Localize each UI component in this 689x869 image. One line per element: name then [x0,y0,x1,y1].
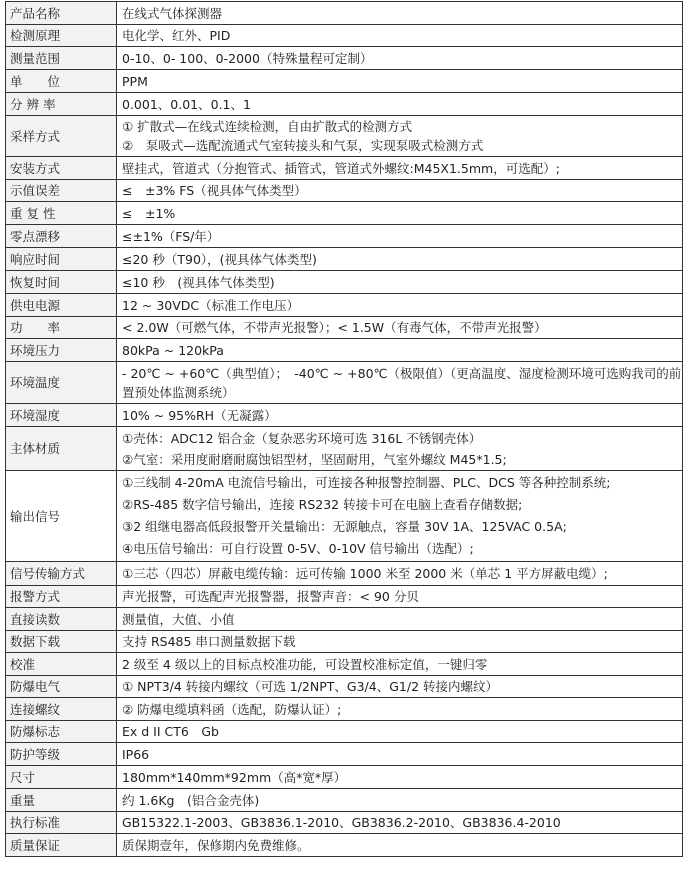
spec-row-weight [6,789,683,812]
spec-value: ≤ ±3% FS（视具体气体类型） [117,180,683,202]
spec-row-principle [6,25,683,47]
spec-row-range [6,47,683,70]
spec-value-line: ① 扩散式—在线式连续检测，自由扩散式的检测方式 [122,119,413,134]
spec-row-protection [6,743,683,766]
spec-value: < 2.0W（可燃气体，不带声光报警）；< 1.5W（有毒气体，不带声光报警） [117,317,683,339]
spec-row-data-download [6,631,683,653]
spec-row-product-name [6,2,683,25]
spec-value: 支持 RS485 串口测量数据下载 [117,631,683,653]
spec-value: 电化学、红外、PID [117,25,683,47]
spec-value: ① NPT3/4 转接内螺纹（可选 1/2NPT、G3/4、G1/2 转接内螺纹） [117,676,683,698]
spec-row-pressure [6,339,683,362]
spec-row-dimensions [6,766,683,789]
spec-value: IP66 [117,743,683,766]
spec-value: 在线式气体探测器 [117,2,683,25]
spec-row-power [6,317,683,339]
spec-row-alarm [6,586,683,608]
spec-value [117,116,683,157]
spec-value: PPM [117,70,683,93]
spec-label: 恢复时间 [6,271,117,294]
spec-row-thread [6,698,683,721]
spec-label: 质量保证 [6,834,117,857]
spec-label: 测量范围 [6,47,117,70]
spec-value [117,427,683,471]
spec-label: 安装方式 [6,157,117,180]
spec-label: 主体材质 [6,427,117,471]
spec-value-line: ② 泵吸式—选配流通式气室转接头和气泵，实现泵吸式检测方式 [122,138,484,153]
spec-value-line: ②气室：采用度耐磨耐腐蚀铝型材，坚固耐用，气室外螺纹 M45*1.5; [122,451,507,467]
spec-row-humidity [6,404,683,427]
spec-row-calibration [6,653,683,676]
spec-value-line: ①三线制 4-20mA 电流信号输出，可连接各种报警控制器、PLC、DCS 等各种控制系统; [122,475,611,490]
spec-label: 直接读数 [6,608,117,631]
spec-label: 防爆标志 [6,721,117,743]
spec-value: - 20℃ ~ +60℃（典型值）； -40℃ ~ +80℃（极限值）（更高温度、湿度检测环境可选购我司的前置预处体监测系统） [117,362,683,404]
spec-label: 防护等级 [6,743,117,766]
spec-row-sampling [6,116,683,157]
spec-row-error [6,180,683,202]
spec-label: 执行标准 [6,812,117,834]
spec-label: 产品名称 [6,2,117,25]
spec-label: 功 率 [6,317,117,339]
spec-label: 尺寸 [6,766,117,789]
spec-value: 0.001、0.01、0.1、1 [117,93,683,116]
spec-row-response-time [6,248,683,271]
spec-value: 壁挂式，管道式（分抱管式、插管式，管道式外螺纹:M45X1.5mm，可选配）; [117,157,683,180]
spec-label: 报警方式 [6,586,117,608]
spec-value: ≤ ±1% [117,202,683,225]
spec-value: 声光报警，可选配声光报警器，报警声音：< 90 分贝 [117,586,683,608]
spec-label: 环境压力 [6,339,117,362]
spec-label: 检测原理 [6,25,117,47]
spec-value: 约 1.6Kg (铝合金壳体) [117,789,683,812]
spec-label: 单 位 [6,70,117,93]
spec-label: 输出信号 [6,471,117,562]
spec-value: ② 防爆电缆填料函（选配，防爆认证）; [117,698,683,721]
spec-value: ≤10 秒 (视具体气体类型) [117,271,683,294]
spec-row-resolution [6,93,683,116]
spec-value: ≤±1%（FS/年） [117,225,683,248]
spec-value: 2 级至 4 级以上的目标点校准功能，可设置校准标定值，一键归零 [117,653,683,676]
spec-value-line: ④电压信号输出：可自行设置 0-5V、0-10V 信号输出（选配）; [122,541,474,556]
spec-table [5,1,683,857]
spec-value: Ex d II CT6 Gb [117,721,683,743]
spec-row-standards [6,812,683,834]
spec-value: 180mm*140mm*92mm（高*宽*厚） [117,766,683,789]
spec-value-line: ②RS-485 数字信号输出，连接 RS232 转接卡可在电脑上查看存储数据; [122,497,523,512]
spec-label: 分 辨 率 [6,93,117,116]
spec-value: 10% ~ 95%RH（无凝露） [117,404,683,427]
spec-row-transmission [6,562,683,586]
spec-label: 采样方式 [6,116,117,157]
spec-label: 示值误差 [6,180,117,202]
spec-label: 重 复 性 [6,202,117,225]
spec-row-unit [6,70,683,93]
spec-row-temperature [6,362,683,404]
spec-label: 重量 [6,789,117,812]
spec-value: ≤20 秒（T90），(视具体气体类型) [117,248,683,271]
spec-row-power-supply [6,294,683,317]
spec-label: 校准 [6,653,117,676]
spec-label: 信号传输方式 [6,562,117,586]
spec-value: 80kPa ~ 120kPa [117,339,683,362]
spec-row-zero-drift [6,225,683,248]
spec-row-reading [6,608,683,631]
spec-value [117,471,683,562]
spec-label: 零点漂移 [6,225,117,248]
spec-value-line: ①壳体：ADC12 铝合金（复杂恶劣环境可选 316L 不锈钢壳体） [122,430,482,446]
spec-row-warranty [6,834,683,857]
spec-label: 环境湿度 [6,404,117,427]
spec-value: 测量值，大值、小值 [117,608,683,631]
spec-row-repeatability [6,202,683,225]
spec-value: 质保期壹年，保修期内免费维修。 [117,834,683,857]
spec-value: GB15322.1-2003、GB3836.1-2010、GB3836.2-2010、GB3836.4-2010 [117,812,683,834]
spec-label: 环境温度 [6,362,117,404]
spec-row-explosion-electrical [6,676,683,698]
spec-label: 供电电源 [6,294,117,317]
spec-label: 响应时间 [6,248,117,271]
spec-row-installation [6,157,683,180]
spec-label: 数据下载 [6,631,117,653]
spec-value: ①三芯（四芯）屏蔽电缆传输：远可传输 1000 米至 2000 米（单芯 1 平方屏蔽电缆）; [117,562,683,586]
spec-value: 12 ~ 30VDC（标准工作电压） [117,294,683,317]
spec-label: 防爆电气 [6,676,117,698]
spec-label: 连接螺纹 [6,698,117,721]
spec-row-output-signal [6,471,683,562]
spec-row-ex-marking [6,721,683,743]
spec-value: 0-10、0- 100、0-2000（特殊量程可定制） [117,47,683,70]
spec-row-material [6,427,683,471]
spec-value-line: ③2 组继电器高低段报警开关量输出：无源触点，容量 30V 1A、125VAC 0.5A; [122,519,567,534]
spec-row-recovery-time [6,271,683,294]
